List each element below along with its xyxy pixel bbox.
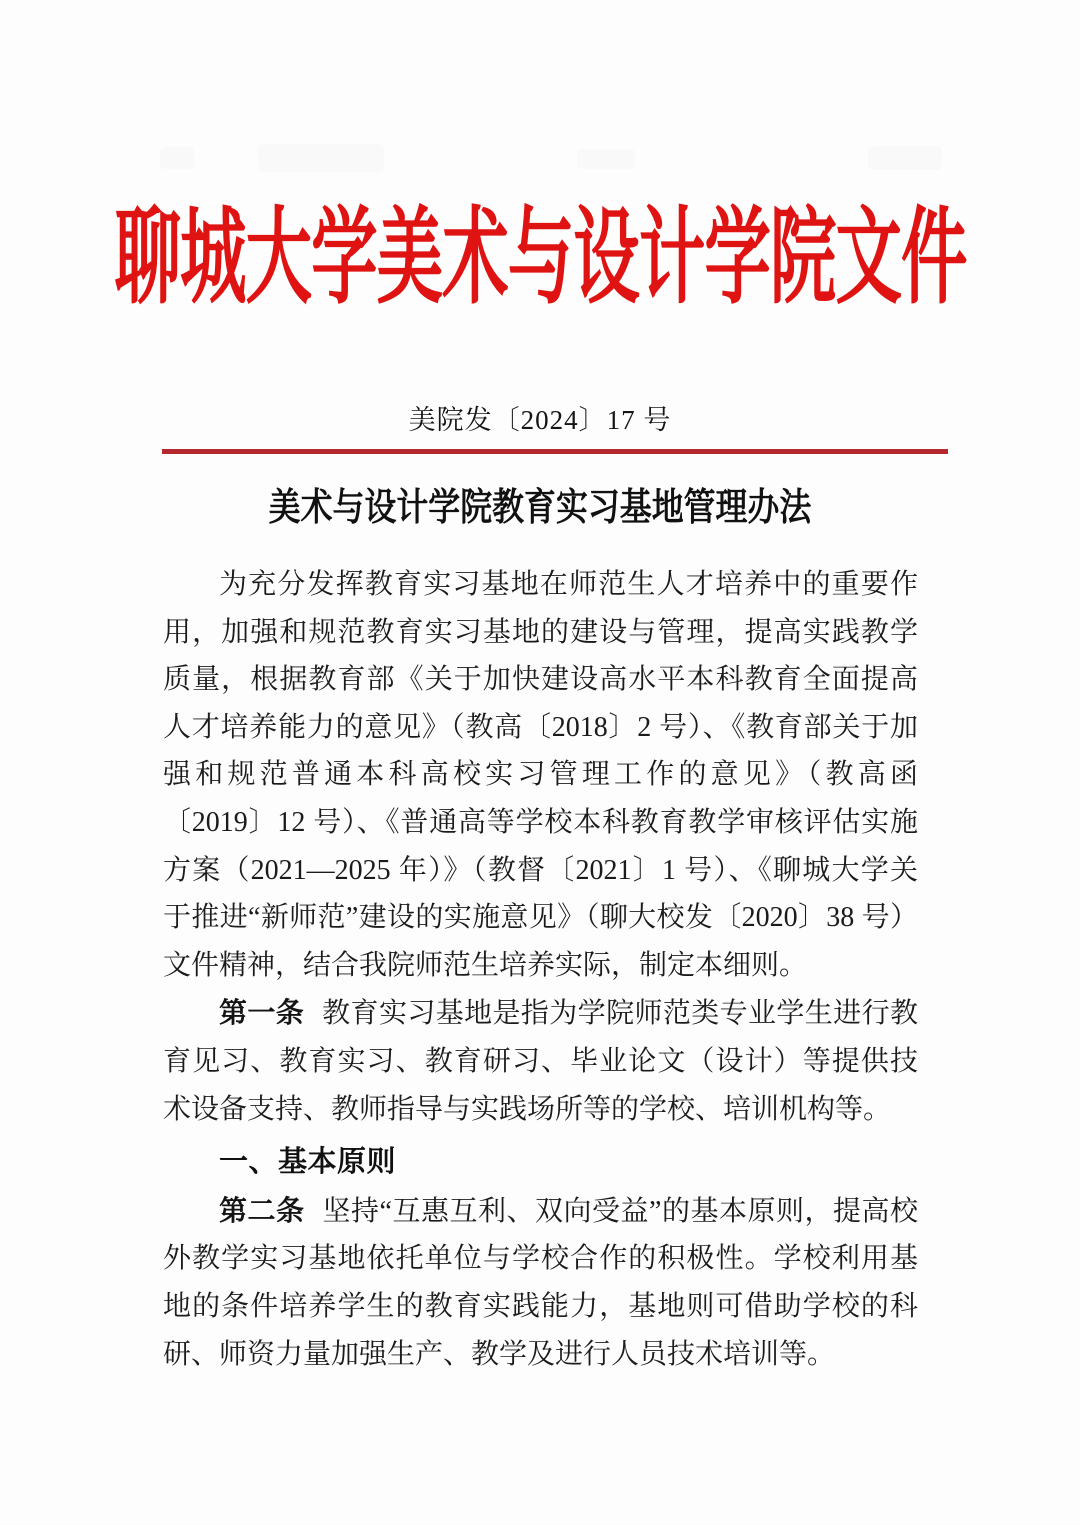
article-2-text: 坚持“互惠互利、双向受益”的基本原则，提高校外教学实习基地依托单位与学校合作的积极性。学校利用基地的条件培养学生的教育实践能力，基地则可借助学校的科研、师资力量加强生产、教学及进行人员技术培训等。 xyxy=(163,1195,918,1370)
paragraph-article-2 xyxy=(163,1187,918,1378)
article-1-label: 第一条 xyxy=(219,997,305,1029)
document-body xyxy=(163,561,918,1378)
doc-number: 美院发〔2024〕17 号 xyxy=(408,405,672,435)
scan-smudge xyxy=(160,147,194,169)
paragraph-article-1 xyxy=(163,989,918,1133)
red-divider-line xyxy=(162,449,948,454)
document-title-row xyxy=(0,487,1080,531)
section-heading-basic-principles: 一、基本原则 xyxy=(219,1146,397,1179)
article-2-label: 第二条 xyxy=(219,1194,305,1226)
scan-smudge xyxy=(258,144,384,172)
document-title: 美术与设计学院教育实习基地管理办法 xyxy=(268,487,812,529)
red-header xyxy=(0,202,1080,318)
article-1-text: 教育实习基地是指为学院师范类专业学生进行教育见习、教育实习、教育研习、毕业论文（设计）等提供技术设备支持、教师指导与实践场所等的学校、培训机构等。 xyxy=(163,998,918,1125)
scan-smudge xyxy=(577,149,635,169)
org-title: 聊城大学美术与设计学院文件 xyxy=(113,202,967,318)
paragraph-intro-text: 为充分发挥教育实习基地在师范生人才培养中的重要作用，加强和规范教育实习基地的建设与管理，提高实践教学质量，根据教育部《关于加快建设高水平本科教育全面提高人才培养能力的意见》（教高〔2018〕2 号）、《教育部关于加强和规范普通本科高校实习管理工作的意见》（教高函〔2019〕12 号）、《普通高等学校本科教育教学审核评估实施方案（2021—2025 年）》（教督〔2021〕1 号）、《聊城大学关于推进“新师范”建设的实施意见》（聊大校发〔2020〕38 号）文件精神，结合我院师范生培养实际，制定本细则。 xyxy=(163,569,918,981)
paragraph-intro xyxy=(163,561,918,989)
scan-smudge xyxy=(868,146,942,170)
